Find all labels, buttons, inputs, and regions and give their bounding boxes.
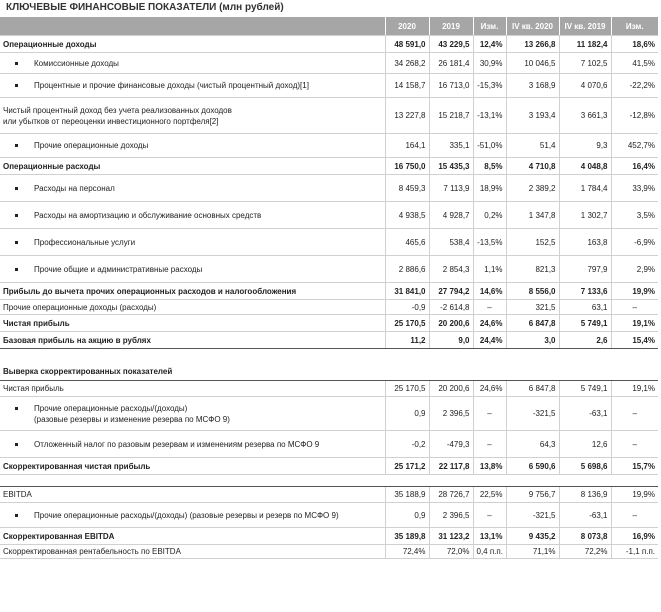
change-year: 0,2% [473,202,506,229]
row-label-text: Процентные и прочие финансовые доходы (чистый процентный доход)[1] [34,81,309,90]
row-label [0,315,385,332]
header-q4-2020: IV кв. 2020 [506,17,559,36]
row-label [0,300,385,315]
value-q4-2019: 3 661,3 [559,98,611,134]
value-2019: 9,0 [429,332,473,349]
change-year: -51,0% [473,134,506,158]
table-row [0,487,658,503]
change-quarter: 16,4% [611,158,658,175]
row-label [0,202,385,229]
value-q4-2020: 6 847,8 [506,315,559,332]
value-2020: 0,9 [385,397,429,431]
row-label-line: (разовые резервы и изменение резерва по МСФО 9) [34,414,230,424]
value-2019: 20 200,6 [429,315,473,332]
value-q4-2020: -321,5 [506,503,559,528]
row-label-text: Прочие операционные доходы (расходы) [3,302,157,312]
row-label [0,431,385,458]
row-label-text: Операционные доходы [3,39,97,49]
value-2019: 7 113,9 [429,175,473,202]
value-2019: 2 396,5 [429,503,473,528]
value-q4-2019: 2,6 [559,332,611,349]
change-quarter: 2,9% [611,256,658,283]
change-year: – [473,300,506,315]
value-q4-2019: 1 302,7 [559,202,611,229]
row-label-text: Скорректированная чистая прибыль [3,461,151,471]
value-2020: 14 158,7 [385,74,429,98]
change-year: 12,4% [473,36,506,53]
row-label [0,36,385,53]
change-quarter: -1,1 п.п. [611,545,658,559]
value-q4-2019: 5 698,6 [559,458,611,475]
table-row [0,53,658,74]
value-q4-2019: 797,9 [559,256,611,283]
row-label [0,381,385,397]
change-quarter: 3,5% [611,202,658,229]
value-q4-2019: 5 749,1 [559,381,611,397]
table-row [0,332,658,349]
table-row [0,315,658,332]
value-q4-2020: 51,4 [506,134,559,158]
value-q4-2019: 63,1 [559,300,611,315]
row-label-text: Прочие операционные доходы [34,141,149,150]
row-label-text: Отложенный налог по разовым резервам и изменениям резерва по МСФО 9 [34,439,320,449]
row-label-line: Прочие операционные расходы/(доходы) [34,403,188,413]
value-2020: 35 189,8 [385,528,429,545]
change-year: 13,8% [473,458,506,475]
change-year: – [473,503,506,528]
row-label-text: Базовая прибыль на акцию в рублях [3,335,151,345]
value-q4-2019: 7 133,6 [559,283,611,300]
change-quarter: 19,9% [611,487,658,503]
value-q4-2020: 8 556,0 [506,283,559,300]
change-year: 13,1% [473,528,506,545]
value-2020: 0,9 [385,503,429,528]
value-2019: 335,1 [429,134,473,158]
bullet-icon [15,407,18,410]
change-year: 30,9% [473,53,506,74]
spacer-cell [0,349,658,363]
row-label [0,74,385,98]
row-label [0,363,658,381]
value-2020: 25 170,5 [385,381,429,397]
value-q4-2019: -63,1 [559,397,611,431]
value-2019: 538,4 [429,229,473,256]
value-2019: 2 854,3 [429,256,473,283]
value-2020: 16 750,0 [385,158,429,175]
table-row [0,458,658,475]
value-2020: 31 841,0 [385,283,429,300]
value-q4-2019: 1 784,4 [559,175,611,202]
row-label-text: Выверка скорректированных показателей [3,366,173,376]
row-label [0,134,385,158]
bullet-icon [15,241,18,244]
change-year: -15,3% [473,74,506,98]
row-label-text: Прочие общие и административные расходы [34,264,203,274]
row-label [0,528,385,545]
row-label [0,397,385,431]
header-change-year: Изм. [473,17,506,36]
row-label [0,487,385,503]
value-q4-2020: 1 347,8 [506,202,559,229]
change-quarter: – [611,431,658,458]
change-quarter: 452,7% [611,134,658,158]
row-label-text: Скорректированная EBITDA [3,531,115,541]
row-label [0,98,385,134]
value-q4-2020: 4 710,8 [506,158,559,175]
bullet-icon [15,443,18,446]
value-2020: 2 886,6 [385,256,429,283]
table-row [0,528,658,545]
row-label [0,53,385,74]
value-q4-2020: 13 266,8 [506,36,559,53]
spacer-cell [0,475,658,487]
value-2019: 15 435,3 [429,158,473,175]
change-quarter: 41,5% [611,53,658,74]
change-year: 1,1% [473,256,506,283]
value-2020: 72,4% [385,545,429,559]
value-q4-2019: 8 136,9 [559,487,611,503]
value-q4-2019: 4 070,6 [559,74,611,98]
bullet-icon [15,62,18,65]
change-year: -13,1% [473,98,506,134]
change-year: -13,5% [473,229,506,256]
row-label-text: Комиссионные доходы [34,58,119,68]
value-2020: 34 268,2 [385,53,429,74]
change-quarter: -22,2% [611,74,658,98]
change-year: 0,4 п.п. [473,545,506,559]
change-year: 18,9% [473,175,506,202]
change-year: 24,6% [473,315,506,332]
change-quarter: 33,9% [611,175,658,202]
change-year: 14,6% [473,283,506,300]
financial-indicators-table [0,17,658,559]
value-2019: 4 928,7 [429,202,473,229]
value-q4-2020: 6 590,6 [506,458,559,475]
value-2020: 11,2 [385,332,429,349]
table-row [0,397,658,431]
section-header-row [0,363,658,381]
bullet-icon [15,84,18,87]
change-year: 24,6% [473,381,506,397]
row-label-text: Профессиональные услуги [34,237,136,247]
row-label-text: Чистая прибыль [3,384,64,393]
bullet-icon [15,268,18,271]
change-year: 22,5% [473,487,506,503]
table-row [0,98,658,134]
value-q4-2019: 163,8 [559,229,611,256]
value-q4-2020: 3 168,9 [506,74,559,98]
change-quarter: 19,1% [611,381,658,397]
spacer-row [0,349,658,363]
table-row [0,229,658,256]
change-year: 8,5% [473,158,506,175]
value-q4-2019: 9,3 [559,134,611,158]
bullet-icon [15,214,18,217]
change-quarter: – [611,397,658,431]
change-quarter: 15,7% [611,458,658,475]
table-row [0,283,658,300]
value-2019: -2 614,8 [429,300,473,315]
header-change-quarter: Изм. [611,17,658,36]
value-2019: 16 713,0 [429,74,473,98]
value-q4-2020: 821,3 [506,256,559,283]
change-year: – [473,397,506,431]
header-label [0,17,385,36]
header-2019: 2019 [429,17,473,36]
row-label [0,545,385,559]
value-q4-2020: 10 046,5 [506,53,559,74]
row-label [0,256,385,283]
value-q4-2019: 11 182,4 [559,36,611,53]
header-q4-2019: IV кв. 2019 [559,17,611,36]
table-row [0,381,658,397]
change-quarter: 18,6% [611,36,658,53]
value-2019: 22 117,8 [429,458,473,475]
row-label-text: Расходы на персонал [34,183,115,193]
page-title: КЛЮЧЕВЫЕ ФИНАНСОВЫЕ ПОКАЗАТЕЛИ (млн рублей) [6,2,284,13]
value-q4-2019: 5 749,1 [559,315,611,332]
row-label-text: Скорректированная рентабельность по EBITDA [3,547,181,556]
bullet-icon [15,144,18,147]
value-q4-2020: 3,0 [506,332,559,349]
row-label-text: Прибыль до вычета прочих операционных расходов и налогообложения [3,286,297,296]
table-row [0,545,658,559]
bullet-icon [15,187,18,190]
row-label-text: Прочие операционные расходы/(доходы) (разовые резервы и резерв по МСФО 9) [34,510,339,520]
table-row [0,158,658,175]
table-header-row [0,17,658,36]
header-2020: 2020 [385,17,429,36]
change-quarter: 19,9% [611,283,658,300]
value-2020: 164,1 [385,134,429,158]
value-2020: 13 227,8 [385,98,429,134]
change-quarter: 19,1% [611,315,658,332]
table-row [0,175,658,202]
value-2020: 25 171,2 [385,458,429,475]
row-label [0,503,385,528]
value-2020: 8 459,3 [385,175,429,202]
value-q4-2019: 12,6 [559,431,611,458]
value-2020: 25 170,5 [385,315,429,332]
value-q4-2020: -321,5 [506,397,559,431]
value-2020: 465,6 [385,229,429,256]
value-2019: 20 200,6 [429,381,473,397]
row-label [0,158,385,175]
value-q4-2020: 321,5 [506,300,559,315]
change-quarter: – [611,503,658,528]
value-q4-2019: 72,2% [559,545,611,559]
spacer-row [0,475,658,487]
row-label [0,175,385,202]
value-2020: 35 188,9 [385,487,429,503]
value-q4-2020: 71,1% [506,545,559,559]
value-q4-2020: 9 756,7 [506,487,559,503]
row-label-text: EBITDA [3,490,32,499]
row-label [0,283,385,300]
value-q4-2019: -63,1 [559,503,611,528]
value-2020: 4 938,5 [385,202,429,229]
value-2019: -479,3 [429,431,473,458]
table-row [0,202,658,229]
row-label-text: Расходы на амортизацию и обслуживание основных средств [34,210,262,220]
row-label-text: Операционные расходы [3,161,101,171]
row-label [0,332,385,349]
value-2019: 2 396,5 [429,397,473,431]
table-row [0,503,658,528]
value-q4-2020: 9 435,2 [506,528,559,545]
value-q4-2020: 64,3 [506,431,559,458]
value-q4-2019: 4 048,8 [559,158,611,175]
row-label-line: Чистый процентный доход без учета реализованных доходов [3,105,232,115]
table-row [0,431,658,458]
change-quarter: – [611,300,658,315]
change-quarter: 16,9% [611,528,658,545]
table-row [0,300,658,315]
value-q4-2020: 6 847,8 [506,381,559,397]
table-row [0,134,658,158]
change-quarter: 15,4% [611,332,658,349]
value-q4-2020: 3 193,4 [506,98,559,134]
change-year: 24,4% [473,332,506,349]
table-row [0,256,658,283]
value-q4-2019: 7 102,5 [559,53,611,74]
table-row [0,74,658,98]
change-quarter: -12,8% [611,98,658,134]
value-2019: 27 794,2 [429,283,473,300]
row-label [0,458,385,475]
value-2019: 43 229,5 [429,36,473,53]
value-2019: 26 181,4 [429,53,473,74]
bullet-icon [15,514,18,517]
change-quarter: -6,9% [611,229,658,256]
value-q4-2020: 2 389,2 [506,175,559,202]
value-2019: 31 123,2 [429,528,473,545]
value-q4-2020: 152,5 [506,229,559,256]
value-2019: 15 218,7 [429,98,473,134]
value-q4-2019: 8 073,8 [559,528,611,545]
value-2019: 28 726,7 [429,487,473,503]
value-2019: 72,0% [429,545,473,559]
value-2020: -0,9 [385,300,429,315]
value-2020: 48 591,0 [385,36,429,53]
row-label-line: или убытков от переоценки инвестиционного портфеля[2] [3,116,219,126]
change-year: – [473,431,506,458]
row-label [0,229,385,256]
value-2020: -0,2 [385,431,429,458]
row-label-text: Чистая прибыль [3,318,70,328]
table-row [0,36,658,53]
